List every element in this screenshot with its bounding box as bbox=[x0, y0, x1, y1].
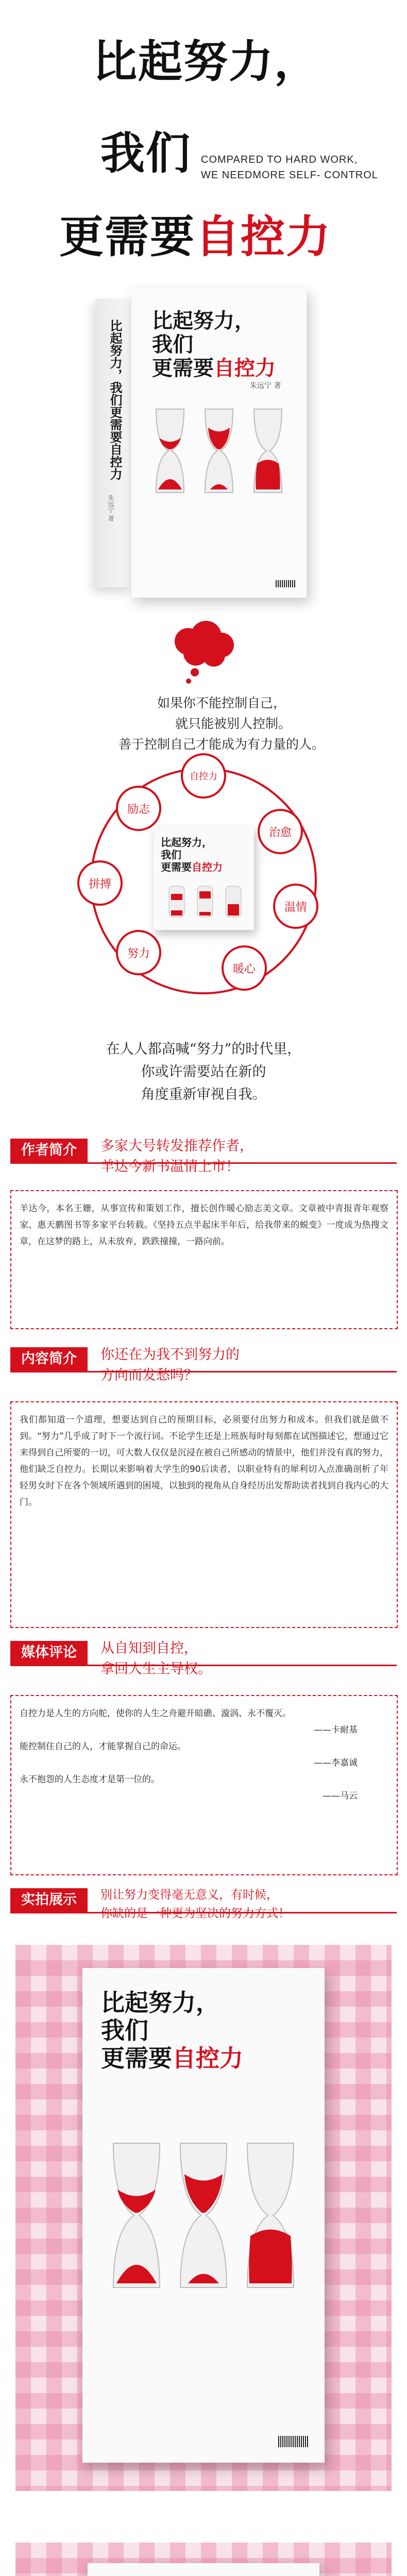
content-summary-box bbox=[10, 1401, 398, 1628]
hourglass-icon bbox=[152, 407, 188, 495]
hero-title-line3-black: 更需要 bbox=[59, 211, 195, 263]
hero-title-line3 bbox=[59, 201, 331, 265]
quote-text: 自控力是人生的方向舵，使你的人生之舟避开暗礁、漩涡、永不覆灭。 bbox=[20, 1708, 291, 1719]
mini-book-title bbox=[161, 836, 223, 873]
node-self-control: 自控力 bbox=[181, 753, 226, 799]
mini-book-title-line3-black: 更需要 bbox=[161, 861, 192, 873]
photo-book-title bbox=[101, 1989, 243, 2072]
barcode bbox=[276, 580, 296, 587]
photo-book-front bbox=[82, 1968, 325, 2463]
photo-book-title-line2: 我们 bbox=[101, 2016, 148, 2044]
cover-title-line2: 我们 bbox=[152, 333, 193, 357]
cover-author: 朱远宁 著 bbox=[250, 382, 281, 390]
cloud-icon bbox=[165, 618, 242, 685]
mini-book-title-line1: 比起努力， bbox=[161, 836, 212, 849]
photo-book-title-line1: 比起努力， bbox=[101, 1989, 219, 2016]
showcase-photo-back bbox=[15, 2543, 392, 2576]
cover-title-line3-red: 自控力 bbox=[214, 357, 276, 380]
node-striving: 拼搏 bbox=[77, 860, 123, 906]
media-section-label: 媒体评论 bbox=[10, 1641, 88, 1665]
cover-title-line1: 比起努力， bbox=[152, 309, 255, 333]
quote-source: ——李嘉诚 bbox=[314, 1758, 358, 1768]
book-front bbox=[131, 289, 307, 598]
hero-subtitle bbox=[201, 152, 378, 183]
hero-subtitle-line2: WE NEEDMORE SELF- CONTROL bbox=[201, 170, 378, 181]
content-section-label: 内容简介 bbox=[10, 1347, 88, 1371]
mini-book-title-line3-red: 自控力 bbox=[192, 861, 223, 873]
keyword-circle bbox=[0, 757, 407, 1005]
photo-book-back bbox=[88, 2563, 319, 2576]
photo-book-title-line3-red: 自控力 bbox=[172, 2044, 243, 2072]
author-bio-box bbox=[10, 1190, 398, 1329]
showcase-photo-cover bbox=[15, 1945, 392, 2491]
intro-line: 如果你不能控制自己， bbox=[157, 696, 286, 710]
content-section-heading bbox=[100, 1345, 240, 1386]
showcase-section-heading bbox=[100, 1886, 290, 1923]
author-heading-line: 羊达今新书温情上市！ bbox=[100, 1159, 240, 1175]
author-section-heading bbox=[100, 1136, 253, 1177]
barcode bbox=[278, 2436, 309, 2447]
media-section-heading bbox=[100, 1638, 212, 1680]
quote-text: 能控制住自己的人，才能掌握自己的命运。 bbox=[20, 1741, 186, 1752]
hourglass-icon bbox=[250, 407, 286, 495]
slogan-line: 角度重新审视自我。 bbox=[141, 1087, 266, 1103]
intro-text bbox=[118, 693, 397, 755]
hero-title-line3-red: 自控力 bbox=[195, 211, 331, 263]
slogan bbox=[0, 1038, 407, 1106]
hourglass-row-icon bbox=[103, 2138, 304, 2293]
content-heading-line: 你还在为我不到努力的 bbox=[100, 1347, 240, 1363]
quote-source: ——卡耐基 bbox=[314, 1725, 358, 1735]
book-cover bbox=[95, 289, 312, 598]
showcase-heading-line: 你缺的是一种更为坚决的努力方式！ bbox=[100, 1907, 290, 1920]
quote-source: ——马云 bbox=[323, 1791, 358, 1801]
cover-title-line3-black: 更需要 bbox=[152, 357, 214, 380]
content-summary-text: 我们都知道一个道理，想要达到自己的预期目标，必须要付出努力和成本。但我们就是做不到。“努力”几乎成了时下一个流行词。不论学生还是上班族每时每刻都在试图描述它，想通过它来得到自己所要的一切，可大数人仅仅是沉浸在被自己所感动的情景中，他们并没有真的努力，他们缺乏自控力。长期以来影响着大学生的90后读者，以职业特有的犀利切入点准确剖析了年轻男女时下在各个领域所遇到的困境，以独到的视角从自身经历出发帮助读者找到自我内心的大门。 bbox=[20, 1415, 388, 1507]
node-effort: 努力 bbox=[116, 930, 161, 975]
spine-author: 朱远宁 著 bbox=[107, 495, 114, 521]
quote-text: 永不抱怨的人生态度才是第一位的。 bbox=[20, 1774, 160, 1785]
media-quotes-box bbox=[10, 1695, 398, 1875]
hero-title-line2: 我们 bbox=[100, 128, 191, 179]
hourglass-icon bbox=[201, 407, 237, 495]
showcase-section-label: 实拍展示 bbox=[10, 1888, 88, 1912]
slogan-line: 你或许需要站在新的 bbox=[141, 1064, 266, 1080]
node-heartwarming: 暖心 bbox=[222, 945, 267, 991]
author-section-label: 作者简介 bbox=[10, 1139, 88, 1162]
intro-line: 就只能被别人控制。 bbox=[175, 716, 292, 731]
hero-header bbox=[0, 0, 407, 268]
content-heading-line: 方向而发愁吗？ bbox=[100, 1367, 198, 1383]
media-heading-line: 拿回人生主导权。 bbox=[100, 1661, 212, 1677]
cover-title bbox=[152, 309, 276, 380]
node-healing: 治愈 bbox=[258, 809, 303, 854]
node-inspiration: 励志 bbox=[116, 786, 161, 831]
mini-book-title-line2: 我们 bbox=[161, 849, 181, 861]
intro-line: 善于控制自己才能成为有力量的人。 bbox=[118, 737, 325, 752]
author-heading-line: 多家大号转发推荐作者， bbox=[100, 1138, 253, 1154]
book-spine bbox=[95, 299, 131, 587]
showcase-heading-line: 别让努力变得毫无意义，有时候， bbox=[100, 1888, 278, 1902]
hero-subtitle-line1: COMPARED TO HARD WORK, bbox=[201, 154, 358, 165]
slogan-line: 在人人都高喊“努力”的时代里， bbox=[106, 1041, 301, 1057]
hero-title-line1: 比起努力， bbox=[93, 36, 319, 88]
media-heading-line: 从自知到自控， bbox=[100, 1640, 198, 1656]
hourglass-row-icon bbox=[164, 884, 246, 920]
mini-book-cover bbox=[154, 827, 254, 930]
node-warmth: 温情 bbox=[273, 884, 318, 929]
author-bio-text: 羊达今，本名王姗，从事宣传和策划工作，擅长创作暖心励志美文章。文章被中青报青年观察家、惠天鹏图书等多家平台转载。《坚持五点半起床半年后，给我带来的蜕变》一度成为热搜文章，在这梦的路上，从未放弃，跌跌撞撞，一路向前。 bbox=[20, 1204, 388, 1247]
photo-book-title-line3-black: 更需要 bbox=[101, 2044, 172, 2072]
spine-title: 比起努力，我们更需要自控力 bbox=[108, 319, 122, 480]
